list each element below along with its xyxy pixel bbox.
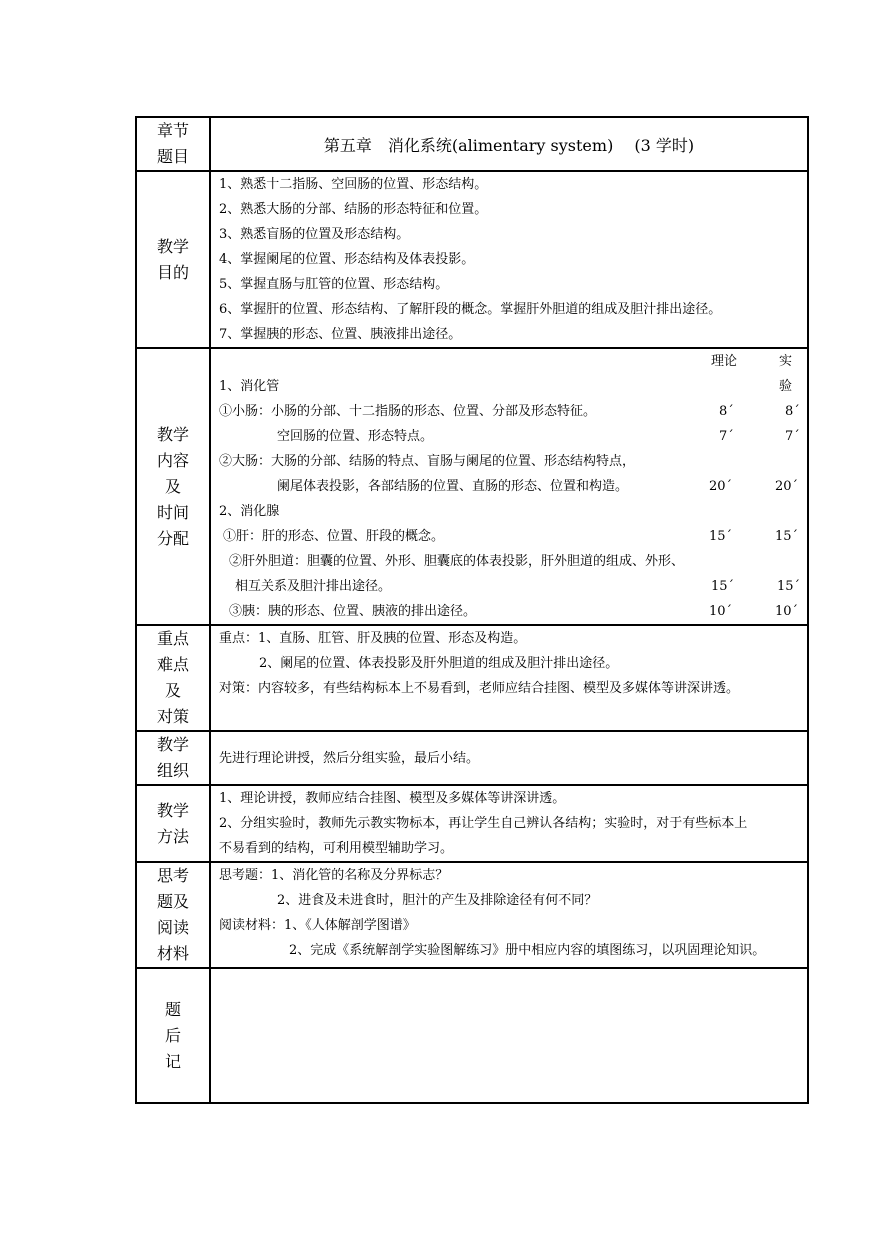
method-label-line: 教学 [156, 800, 189, 820]
content-text: ②大肠：大肠的分部、结肠的特点、盲肠与阑尾的位置、形态结构特点， [219, 454, 636, 469]
goals-row [136, 171, 808, 348]
thinking-label-line: 题及 [156, 892, 189, 911]
content-line [219, 599, 801, 624]
content-line [219, 524, 801, 549]
thinking-line: 阅读材料：1、《人体解剖学图谱》 [219, 918, 416, 933]
lab-hours: 7´ [785, 429, 800, 444]
theory-hours: 15´ [711, 579, 735, 594]
chapter-title: 第五章 消化系统(alimentary system) (3 学时) [210, 117, 808, 171]
method-line: 1、理论讲授，教师应结合挂图、模型及多媒体等讲深讲透。 [219, 791, 566, 806]
title-label [136, 117, 210, 171]
afterword-label-line: 记 [164, 1051, 181, 1071]
goals-label-line-1: 教学 [156, 236, 189, 256]
lab-column-header: 实验 [779, 354, 793, 394]
afterword-row [136, 968, 808, 1103]
focus-line: 对策：内容较多，有些结构标本上不易看到，老师应结合挂图、模型及多媒体等讲深讲透。 [219, 681, 740, 696]
thinking-label-line: 思考 [156, 866, 189, 885]
method-line: 2、分组实验时，教师先示教实物标本，再让学生自己辨认各结构；实验时，对于有些标本上 [219, 816, 748, 831]
organization-label [136, 731, 210, 785]
content-line [219, 474, 801, 499]
method-label [136, 785, 210, 862]
goals-label [136, 171, 210, 348]
thinking-row [136, 862, 808, 968]
lab-hours: 8´ [785, 404, 800, 419]
organization-content: 先进行理论讲授，然后分组实验，最后小结。 [210, 731, 808, 785]
lesson-plan-table [135, 116, 809, 1104]
content-line [219, 574, 801, 599]
content-label-line: 及 [164, 476, 181, 496]
lab-hours: 15´ [775, 529, 799, 544]
method-label-line: 方法 [156, 826, 189, 846]
content-label-line: 内容 [156, 450, 189, 470]
theory-hours: 10´ [709, 604, 733, 619]
content-line [219, 499, 801, 524]
content-row [136, 348, 808, 625]
content-text: ①小肠：小肠的分部、十二指肠的形态、位置、分部及形态特征。 [219, 404, 597, 419]
content-line [219, 424, 801, 449]
lab-hours: 10´ [775, 604, 799, 619]
content-label-line: 分配 [156, 528, 189, 548]
content-text: 空回肠的位置、形态特点。 [277, 429, 434, 444]
focus-content [210, 625, 808, 731]
method-line: 不易看到的结构，可利用模型辅助学习。 [219, 841, 454, 856]
content-line [219, 399, 801, 424]
goal-item: 2、熟悉大肠的分部、结肠的形态特征和位置。 [219, 202, 488, 217]
goal-item: 6、掌握肝的位置、形态结构、了解肝段的概念。掌握肝外胆道的组成及胆汁排出途径。 [219, 302, 722, 317]
focus-row [136, 625, 808, 731]
content-text: ③胰：胰的形态、位置、胰液的排出途径。 [229, 604, 477, 619]
organization-label-line: 教学 [156, 735, 189, 754]
content-line [219, 549, 801, 574]
focus-line: 2、阑尾的位置、体表投影及肝外胆道的组成及胆汁排出途径。 [259, 656, 619, 671]
thinking-label [136, 862, 210, 968]
focus-line: 重点：1、直肠、肛管、肝及胰的位置、形态及构造。 [219, 631, 527, 646]
thinking-label-line: 材料 [156, 944, 189, 963]
goal-item: 3、熟悉盲肠的位置及形态结构。 [219, 227, 410, 242]
title-label-line-2: 题目 [156, 147, 189, 166]
goal-item: 1、熟悉十二指肠、空回肠的位置、形态结构。 [219, 177, 488, 192]
theory-hours: 8´ [719, 404, 734, 419]
thinking-content [210, 862, 808, 968]
afterword-label-line: 后 [164, 1025, 181, 1045]
method-row [136, 785, 808, 862]
content-text: ②肝外胆道：胆囊的位置、外形、胆囊底的体表投影，肝外胆道的组成、外形、 [229, 554, 685, 569]
theory-hours: 15´ [709, 529, 733, 544]
focus-label-line: 难点 [156, 655, 189, 674]
organization-label-line: 组织 [156, 761, 189, 780]
focus-label [136, 625, 210, 731]
focus-label-line: 重点 [156, 629, 189, 648]
content-body [210, 348, 808, 625]
theory-column-header: 理论 [711, 354, 738, 369]
content-text: 2、消化腺 [219, 504, 280, 519]
focus-label-line: 及 [164, 681, 181, 700]
afterword-label-line: 题 [164, 999, 181, 1019]
theory-hours: 7´ [719, 429, 734, 444]
goals-label-line-2: 目的 [156, 262, 189, 282]
content-line [219, 374, 801, 399]
title-row [136, 117, 808, 171]
title-label-line-1: 章节 [156, 121, 189, 140]
thinking-line: 思考题：1、消化管的名称及分界标志？ [219, 868, 449, 883]
goal-item: 7、掌握胰的形态、位置、胰液排出途径。 [219, 327, 462, 342]
thinking-line: 2、完成《系统解剖学实验图解练习》册中相应内容的填图练习，以巩固理论知识。 [289, 943, 766, 958]
thinking-label-line: 阅读 [156, 918, 189, 937]
lab-hours: 15´ [777, 579, 801, 594]
content-text: 1、消化管 [219, 379, 280, 394]
lab-hours: 20´ [775, 479, 799, 494]
focus-label-line: 对策 [156, 707, 189, 726]
method-content [210, 785, 808, 862]
goal-item: 5、掌握直肠与肛管的位置、形态结构。 [219, 277, 449, 292]
theory-hours: 20´ [709, 479, 733, 494]
content-label-line: 教学 [156, 424, 189, 444]
content-text: 相互关系及胆汁排出途径。 [235, 579, 392, 594]
thinking-line: 2、进食及未进食时，胆汁的产生及排除途径有何不同？ [277, 893, 598, 908]
goal-item: 4、掌握阑尾的位置、形态结构及体表投影。 [219, 252, 475, 267]
content-text: 阑尾体表投影，各部结肠的位置、直肠的形态、位置和构造。 [277, 479, 629, 494]
content-text: ①肝：肝的形态、位置、肝段的概念。 [223, 529, 445, 544]
afterword-content[interactable] [210, 968, 808, 1103]
goals-content [210, 171, 808, 348]
content-label [136, 348, 210, 625]
organization-row [136, 731, 808, 785]
content-line [219, 449, 801, 474]
afterword-label [136, 968, 210, 1103]
content-label-line: 时间 [156, 502, 189, 522]
